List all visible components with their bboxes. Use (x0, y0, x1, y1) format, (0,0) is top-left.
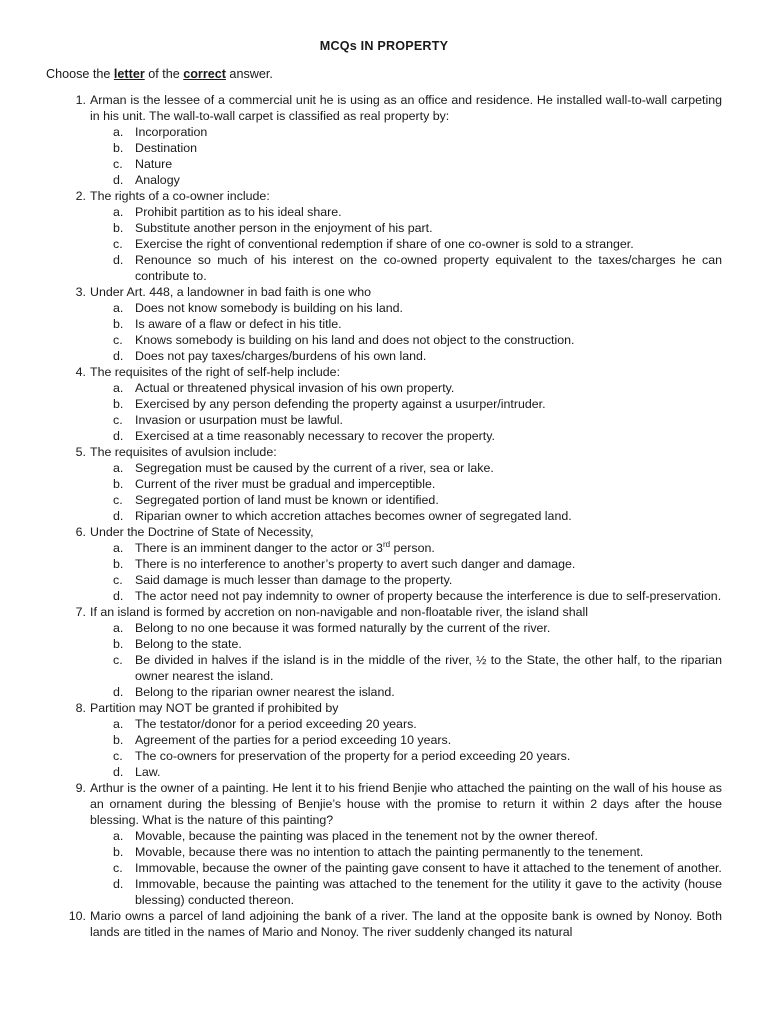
option-item (0, 508, 768, 524)
option-letter: c. (113, 749, 123, 763)
option-list (0, 540, 768, 604)
option-text: Prohibit partition as to his ideal share. (135, 205, 342, 219)
question-item (0, 444, 768, 524)
option-text: The actor need not pay indemnity to owner of property because the interference is due to self-preservation. (135, 589, 722, 603)
option-item (0, 236, 768, 252)
question-item (0, 700, 768, 780)
option-text: Riparian owner to which accretion attaches becomes owner of segregated land. (135, 509, 572, 523)
option-item (0, 492, 768, 508)
option-text: The testator/donor for a period exceeding 20 years. (135, 717, 417, 731)
option-letter: c. (113, 413, 123, 427)
option-text: Destination (135, 141, 197, 155)
option-letter: a. (113, 541, 124, 555)
option-list (0, 460, 768, 524)
option-letter: b. (113, 477, 124, 491)
option-item (0, 636, 768, 652)
option-letter: c. (113, 653, 123, 667)
question-text: The rights of a co-owner include: (90, 189, 270, 203)
option-letter: d. (113, 765, 124, 779)
question-text: If an island is formed by accretion on non-navigable and non-floatable river, the island shall (90, 605, 588, 619)
question-text: The requisites of the right of self-help include: (90, 365, 341, 379)
option-item (0, 140, 768, 156)
option-text-after: person. (390, 541, 435, 555)
question-number: 4. (75, 365, 86, 379)
option-text: Be divided in halves if the island is in the middle of the river, ½ to the State, the other half, to the riparian owner nearest the island. (135, 653, 722, 683)
option-text: Law. (135, 765, 161, 779)
question-number: 6. (75, 525, 86, 539)
option-item (0, 428, 768, 444)
option-letter: a. (113, 829, 124, 843)
option-item (0, 124, 768, 140)
option-item (0, 460, 768, 476)
option-letter: a. (113, 301, 124, 315)
option-item (0, 252, 768, 284)
option-text: Actual or threatened physical invasion of his own property. (135, 381, 455, 395)
question-item (0, 284, 768, 364)
question-number: 5. (75, 445, 86, 459)
option-item (0, 828, 768, 844)
instruction-line (46, 66, 273, 82)
option-item (0, 380, 768, 396)
option-item (0, 860, 768, 876)
option-item (0, 844, 768, 860)
option-text: Belong to the state. (135, 637, 242, 651)
option-text: Belong to no one because it was formed naturally by the current of the river. (135, 621, 551, 635)
option-item (0, 476, 768, 492)
question-number: 1. (75, 93, 86, 107)
option-item (0, 316, 768, 332)
question-text: Arman is the lessee of a commercial unit he is using as an office and residence. He installed wall-to-wall carpeting in his unit. The wall-to-wall carpet is classified as real property by: (90, 93, 722, 123)
option-item (0, 540, 768, 556)
option-text: Analogy (135, 173, 180, 187)
option-letter: d. (113, 173, 124, 187)
option-text (135, 540, 722, 556)
question-number: 2. (75, 189, 86, 203)
option-letter: a. (113, 125, 124, 139)
option-list (0, 828, 768, 908)
option-list (0, 380, 768, 444)
option-list (0, 716, 768, 780)
option-text: There is no interference to another’s property to avert such danger and damage. (135, 557, 576, 571)
option-text: Movable, because the painting was placed in the tenement not by the owner thereof. (135, 829, 598, 843)
option-text: Current of the river must be gradual and imperceptible. (135, 477, 436, 491)
option-item (0, 588, 768, 604)
option-text: Invasion or usurpation must be lawful. (135, 413, 343, 427)
option-text: The co-owners for preservation of the property for a period exceeding 20 years. (135, 749, 571, 763)
option-item (0, 716, 768, 732)
question-text: Arthur is the owner of a painting. He lent it to his friend Benjie who attached the painting on the wall of his house as an ornament during the blessing of Benjie’s house with the promise to return it within 2 days after the house blessing. What is the nature of this painting? (90, 781, 722, 827)
option-item (0, 348, 768, 364)
question-item (0, 780, 768, 908)
option-item (0, 300, 768, 316)
option-text: Is aware of a flaw or defect in his title. (135, 317, 342, 331)
option-letter: a. (113, 461, 124, 475)
option-text: Exercise the right of conventional redemption if share of one co-owner is sold to a stranger. (135, 237, 634, 251)
question-item (0, 364, 768, 444)
ordinal-superscript: rd (382, 539, 391, 549)
option-text-main: There is an imminent danger to the actor or 3 (135, 541, 383, 555)
option-text: Said damage is much lesser than damage to the property. (135, 573, 453, 587)
option-text: Exercised at a time reasonably necessary to recover the property. (135, 429, 495, 443)
option-list (0, 300, 768, 364)
question-text: Mario owns a parcel of land adjoining the bank of a river. The land at the opposite bank is owned by Nonoy. Both lands are titled in the names of Mario and Nonoy. The river suddenly changed its natural (90, 909, 722, 939)
option-letter: a. (113, 381, 124, 395)
option-letter: d. (113, 349, 124, 363)
question-number: 7. (75, 605, 86, 619)
question-number: 10. (68, 909, 86, 923)
option-letter: d. (113, 589, 124, 603)
option-text: Nature (135, 157, 173, 171)
option-letter: c. (113, 493, 123, 507)
option-text: Belong to the riparian owner nearest the island. (135, 685, 395, 699)
option-text: Does not know somebody is building on his land. (135, 301, 403, 315)
option-letter: b. (113, 221, 124, 235)
option-letter: b. (113, 557, 124, 571)
option-letter: d. (113, 253, 124, 267)
option-text: Segregation must be caused by the current of a river, sea or lake. (135, 461, 494, 475)
option-item (0, 156, 768, 172)
option-text: Agreement of the parties for a period exceeding 10 years. (135, 733, 452, 747)
option-letter: b. (113, 317, 124, 331)
option-item (0, 732, 768, 748)
option-item (0, 652, 768, 684)
option-list (0, 204, 768, 284)
instruction-pre: Choose the (46, 67, 114, 81)
option-item (0, 764, 768, 780)
option-text: Incorporation (135, 125, 208, 139)
option-letter: d. (113, 877, 124, 891)
option-item (0, 204, 768, 220)
option-letter: c. (113, 861, 123, 875)
question-item (0, 188, 768, 284)
question-item (0, 92, 768, 188)
option-letter: a. (113, 621, 124, 635)
option-text: Immovable, because the painting was attached to the tenement for the utility it gave to the activity (house blessing) conducted thereon. (135, 877, 722, 907)
option-list (0, 620, 768, 700)
option-text: Movable, because there was no intention to attach the painting permanently to the tenement. (135, 845, 644, 859)
option-text: Segregated portion of land must be known or identified. (135, 493, 439, 507)
option-text: Knows somebody is building on his land and does not object to the construction. (135, 333, 575, 347)
question-item (0, 908, 768, 940)
option-item (0, 172, 768, 188)
question-text: The requisites of avulsion include: (90, 445, 277, 459)
option-text: Does not pay taxes/charges/burdens of his own land. (135, 349, 427, 363)
option-letter: b. (113, 637, 124, 651)
page-title: MCQs IN PROPERTY (319, 39, 449, 53)
option-item (0, 556, 768, 572)
question-item (0, 524, 768, 604)
option-letter: a. (113, 717, 124, 731)
instruction-correct: correct (183, 67, 226, 81)
instruction-letter: letter (113, 67, 145, 81)
option-item (0, 876, 768, 908)
question-number: 9. (75, 781, 86, 795)
option-letter: b. (113, 397, 124, 411)
question-text: Under the Doctrine of State of Necessity, (90, 525, 314, 539)
option-letter: d. (113, 685, 124, 699)
option-letter: c. (113, 333, 123, 347)
option-letter: c. (113, 237, 123, 251)
question-number: 8. (75, 701, 86, 715)
option-item (0, 412, 768, 428)
option-item (0, 572, 768, 588)
option-letter: d. (113, 509, 124, 523)
option-item (0, 220, 768, 236)
option-text: Substitute another person in the enjoyment of his part. (135, 221, 433, 235)
option-letter: b. (113, 733, 124, 747)
option-list (0, 124, 768, 188)
option-text: Exercised by any person defending the property against a usurper/intruder. (135, 397, 546, 411)
option-letter: a. (113, 205, 124, 219)
question-text: Under Art. 448, a landowner in bad faith is one who (90, 285, 372, 299)
option-text: Immovable, because the owner of the painting gave consent to have it attached to the tenement of another. (135, 861, 722, 875)
instruction-post: answer. (225, 67, 273, 81)
option-letter: b. (113, 845, 124, 859)
option-text: Renounce so much of his interest on the co-owned property equivalent to the taxes/charges he can contribute to. (135, 253, 722, 283)
option-item (0, 684, 768, 700)
option-item (0, 620, 768, 636)
option-letter: d. (113, 429, 124, 443)
option-item (0, 396, 768, 412)
option-letter: c. (113, 157, 123, 171)
option-item (0, 332, 768, 348)
question-number: 3. (75, 285, 86, 299)
option-item (0, 748, 768, 764)
instruction-mid: of the (144, 67, 184, 81)
question-list (0, 92, 768, 940)
question-item (0, 604, 768, 700)
question-text: Partition may NOT be granted if prohibited by (90, 701, 339, 715)
option-letter: b. (113, 141, 124, 155)
option-letter: c. (113, 573, 123, 587)
